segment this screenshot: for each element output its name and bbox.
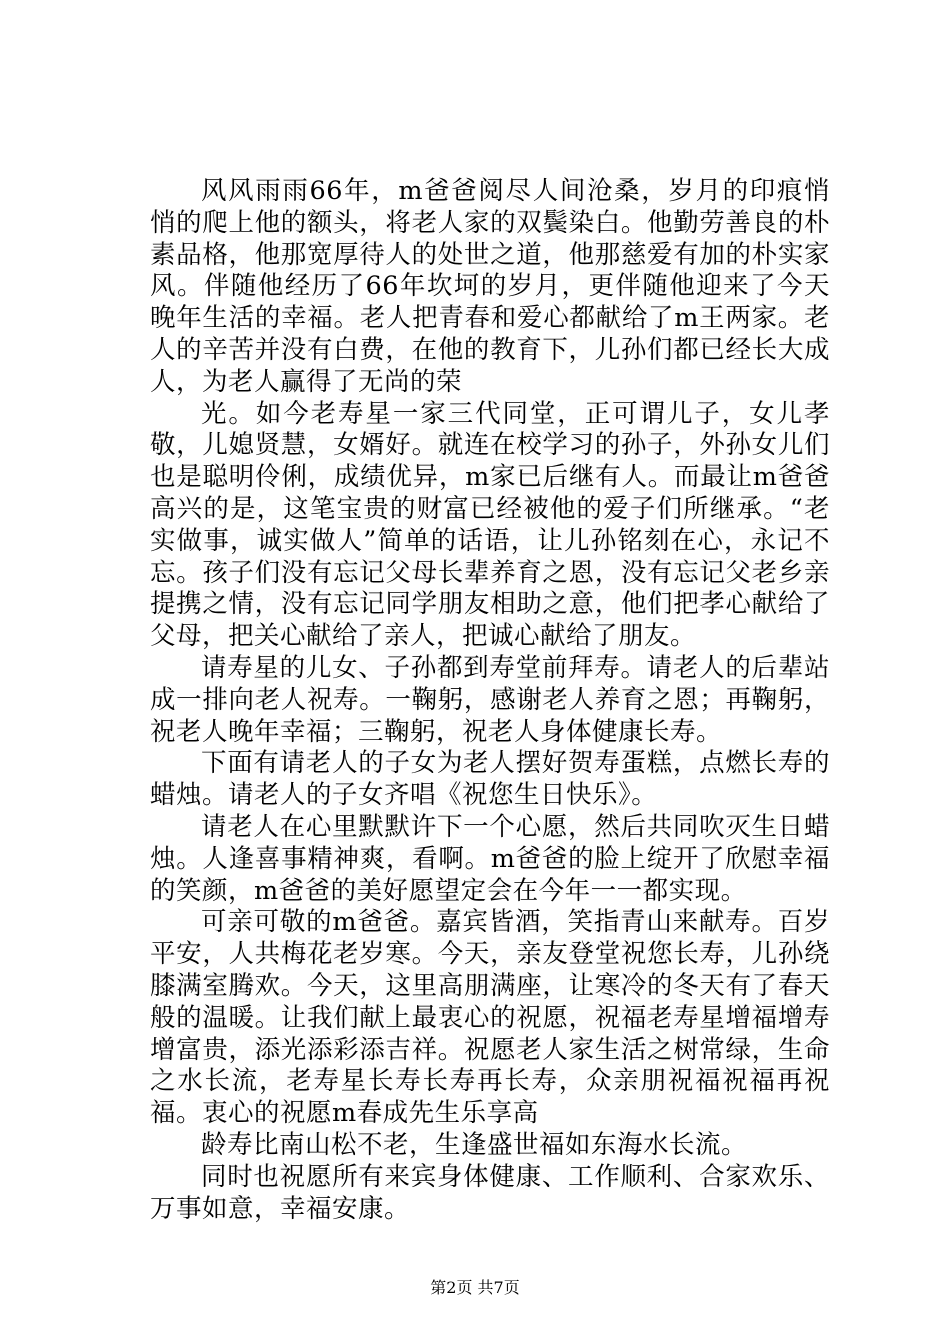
paragraph-3: 请寿星的儿女、子孙都到寿堂前拜寿。请老人的后辈站成一排向老人祝寿。一鞠躬，感谢老人养育之恩；再鞠躬，祝老人晚年幸福；三鞠躬，祝老人身体健康长寿。	[150, 652, 830, 747]
document-body	[150, 176, 830, 1225]
paragraph-4: 下面有请老人的子女为老人摆好贺寿蛋糕，点燃长寿的蜡烛。请老人的子女齐唱《祝您生日快乐》。	[150, 748, 830, 811]
paragraph-7: 龄寿比南山松不老，生逢盛世福如东海水长流。	[201, 1129, 748, 1160]
paragraph-5: 请老人在心里默默许下一个心愿，然后共同吹灭生日蜡烛。人逢喜事精神爽，看啊。m爸爸的脸上绽开了欣慰幸福的笑颜，m爸爸的美好愿望定会在今年一一都实现。	[150, 811, 830, 906]
paragraph-2: 光。如今老寿星一家三代同堂，正可谓儿子，女儿孝敬，儿媳贤慧，女婿好。就连在校学习的孙子，外孙女儿们也是聪明伶俐，成绩优异，m家已后继有人。而最让m爸爸高兴的是，这笔宝贵的财富已经被他的爱子们所继承。“老实做事，诚实做人”简单的话语，让儿孙铭刻在心，永记不忘。孩子们没有忘记父母长辈养育之恩，没有忘记父老乡亲提携之情，没有忘记同学朋友相助之意，他们把孝心献给了父母，把关心献给了亲人，把诚心献给了朋友。	[150, 398, 830, 652]
paragraph-8: 同时也祝愿所有来宾身体健康、工作顺利、合家欢乐、万事如意，幸福安康。	[150, 1161, 830, 1224]
paragraph-1: 风风雨雨66年，m爸爸阅尽人间沧桑，岁月的印痕悄悄的爬上他的额头，将老人家的双鬓染白。他勤劳善良的朴素品格，他那宽厚待人的处世之道，他那慈爱有加的朴实家风。伴随他经历了66年坎坷的岁月，更伴随他迎来了今天晚年生活的幸福。老人把青春和爱心都献给了m王两家。老人的辛苦并没有白费，在他的教育下，儿孙们都已经长大成人，为老人赢得了无尚的荣	[150, 176, 830, 397]
page-number-footer: 第2页 共7页	[430, 1278, 520, 1297]
paragraph-6: 可亲可敬的m爸爸。嘉宾皆酒，笑指青山来献寿。百岁平安，人共梅花老岁寒。今天，亲友登堂祝您长寿，儿孙绕膝满室腾欢。今天，这里高朋满座，让寒冷的冬天有了春天般的温暖。让我们献上最衷心的祝愿，祝福老寿星增福增寿增富贵，添光添彩添吉祥。祝愿老人家生活之树常绿，生命之水长流，老寿星长寿长寿再长寿，众亲朋祝福祝福再祝福。衷心的祝愿m春成先生乐享高	[150, 907, 830, 1129]
